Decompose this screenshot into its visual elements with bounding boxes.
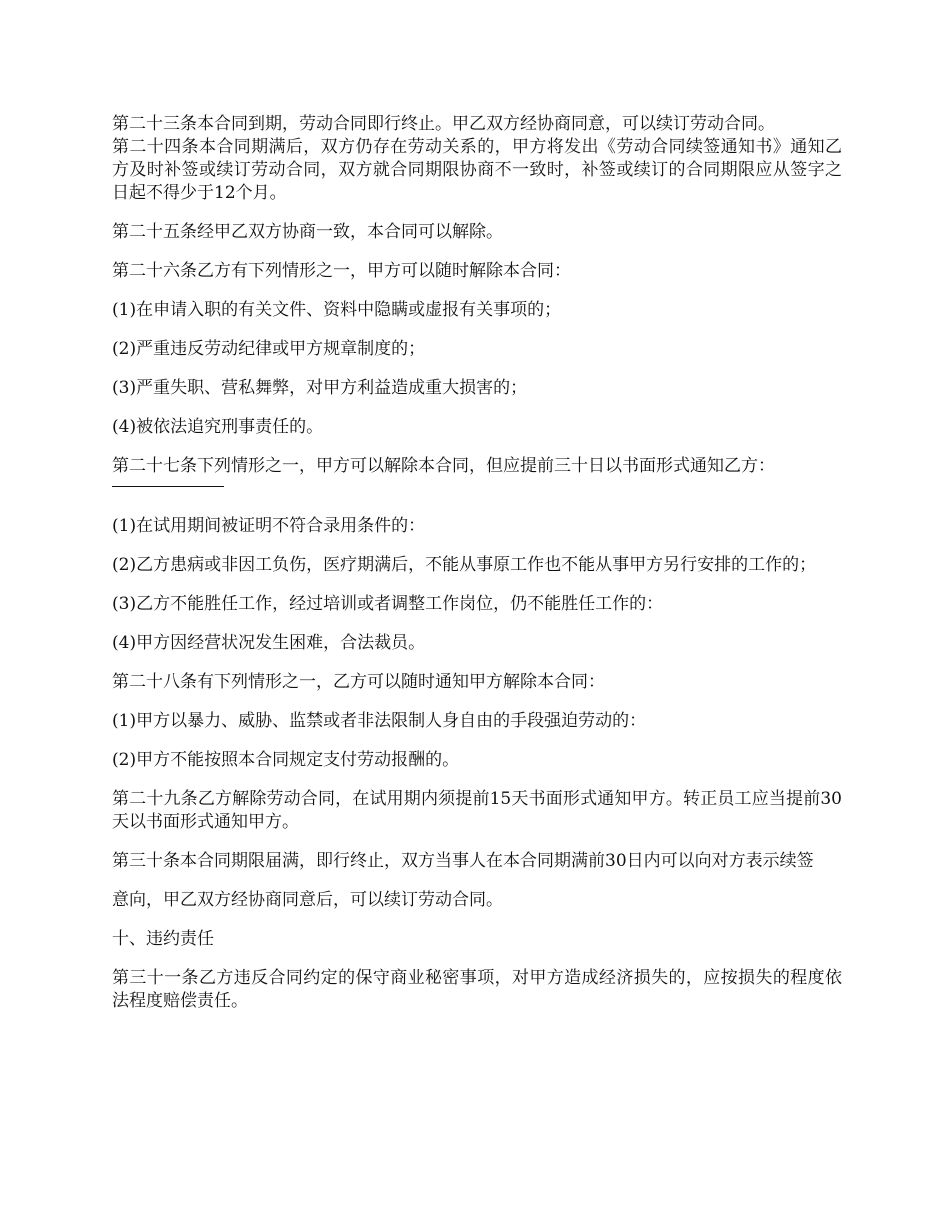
article-28-item-2: (2)甲方不能按照本合同规定支付劳动报酬的。 [112,750,460,770]
article-30: 第三十条本合同期限届满，即行终止，双方当事人在本合同期满前30日内可以向对方表示续签 [112,851,814,871]
article-27-item-4: (4)甲方因经营状况发生困难，合法裁员。 [112,633,426,653]
section-heading-breach-liability: 十、违约责任 [112,929,214,949]
article-27: 第二十七条下列情形之一，甲方可以解除本合同，但应提前三十日以书面形式通知乙方： [112,456,775,476]
article-26-item-2: (2)严重违反劳动纪律或甲方规章制度的； [112,339,426,359]
article-26: 第二十六条乙方有下列情形之一，甲方可以随时解除本合同： [112,261,571,281]
article-26-item-4: (4)被依法追究刑事责任的。 [112,417,324,437]
article-23: 第二十三条本合同到期，劳动合同即行终止。甲乙双方经协商同意，可以续订劳动合同。 [112,114,775,134]
article-25: 第二十五条经甲乙双方协商一致，本合同可以解除。 [112,222,503,242]
article-27-item-1: (1)在试用期间被证明不符合录用条件的： [112,516,426,536]
article-28-item-1: (1)甲方以暴力、威胁、监禁或者非法限制人身自由的手段强迫劳动的： [112,711,647,731]
document-page [112,113,842,1029]
article-27-item-2: (2)乙方患病或非因工负伤，医疗期满后，不能从事原工作也不能从事甲方另行安排的工作的； [112,555,817,575]
horizontal-rule [112,486,224,487]
article-27-item-3: (3)乙方不能胜任工作，经过培训或者调整工作岗位，仍不能胜任工作的： [112,594,664,614]
article-30-continued: 意向，甲乙双方经协商同意后，可以续订劳动合同。 [112,890,503,910]
article-31: 第三十一条乙方违反合同约定的保守商业秘密事项，对甲方造成经济损失的，应按损失的程度依法程度赔偿责任。 [112,968,842,1011]
article-26-item-1: (1)在申请入职的有关文件、资料中隐瞒或虚报有关事项的； [112,300,562,320]
article-28: 第二十八条有下列情形之一，乙方可以随时通知甲方解除本合同： [112,672,605,692]
article-24: 第二十四条本合同期满后，双方仍存在劳动关系的，甲方将发出《劳动合同续签通知书》通知乙方及时补签或续订劳动合同，双方就合同期限协商不一致时，补签或续订的合同期限应从签字之日起不得少于12个月。 [112,137,842,203]
article-29: 第二十九条乙方解除劳动合同，在试用期内须提前15天书面形式通知甲方。转正员工应当提前30天以书面形式通知甲方。 [112,789,842,832]
article-26-item-3: (3)严重失职、营私舞弊，对甲方利益造成重大损害的； [112,378,528,398]
